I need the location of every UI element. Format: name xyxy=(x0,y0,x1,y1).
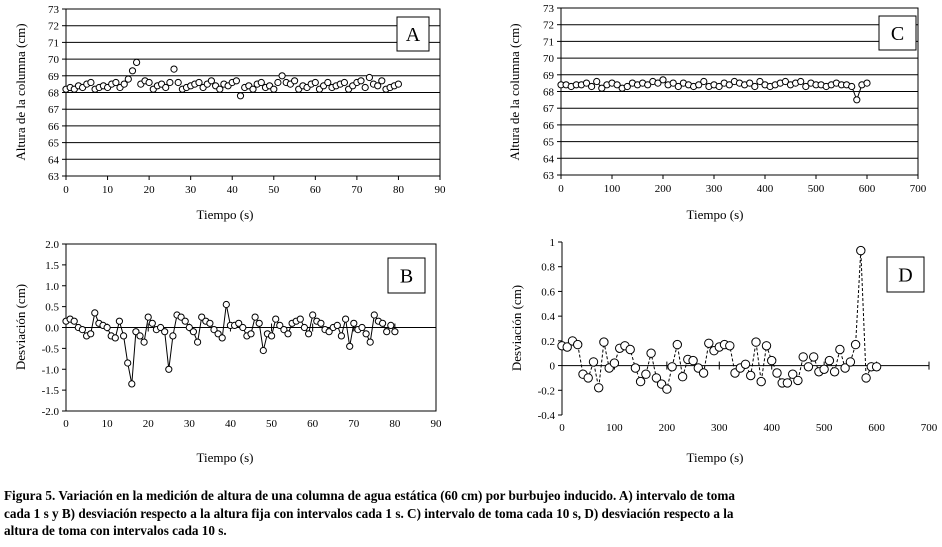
y-axis-label: Altura de la columna (cm) xyxy=(13,23,28,161)
data-point xyxy=(854,97,860,103)
data-point xyxy=(872,363,880,371)
y-tick-label: 72 xyxy=(543,19,554,32)
data-point xyxy=(820,365,828,373)
y-tick-label: 67 xyxy=(48,104,59,117)
x-tick-label: 80 xyxy=(392,184,404,196)
data-point xyxy=(836,345,844,353)
data-point xyxy=(610,359,618,367)
x-tick-label: 500 xyxy=(807,183,825,195)
data-point xyxy=(589,358,597,366)
data-point xyxy=(584,374,592,382)
y-tick-label: 1.0 xyxy=(45,280,59,293)
y-tick-label: 0 xyxy=(549,360,555,373)
x-axis-label: Tiempo (s) xyxy=(196,450,254,465)
panel-label: D xyxy=(898,264,913,287)
data-point xyxy=(223,301,229,307)
x-tick-label: 100 xyxy=(603,183,621,195)
data-point xyxy=(141,339,147,345)
data-point xyxy=(104,324,110,330)
y-tick-label: 1 xyxy=(549,237,555,249)
data-point xyxy=(88,331,94,337)
data-point xyxy=(358,78,364,84)
data-point xyxy=(207,320,213,326)
y-tick-label: 63 xyxy=(48,171,59,183)
y-tick-label: 73 xyxy=(543,3,554,15)
data-point xyxy=(125,360,131,366)
x-tick-label: 400 xyxy=(756,183,774,195)
data-point xyxy=(167,79,173,85)
data-point xyxy=(88,79,94,85)
data-point xyxy=(145,314,151,320)
data-point xyxy=(301,324,307,330)
x-tick-label: 20 xyxy=(143,184,155,196)
data-point xyxy=(864,80,870,86)
data-point xyxy=(762,342,770,350)
y-tick-label: 69 xyxy=(48,70,59,83)
data-point xyxy=(121,333,127,339)
data-point xyxy=(137,333,143,339)
data-point xyxy=(271,86,277,92)
data-point xyxy=(636,377,644,385)
data-point xyxy=(752,338,760,346)
data-point xyxy=(367,339,373,345)
y-tick-label: 71 xyxy=(543,36,554,49)
data-point xyxy=(668,363,676,371)
x-tick-label: 60 xyxy=(309,184,321,196)
data-point xyxy=(825,356,833,364)
x-tick-label: 200 xyxy=(654,183,672,195)
x-axis-label: Tiempo (s) xyxy=(196,207,254,222)
data-point xyxy=(810,353,818,361)
data-point xyxy=(112,335,118,341)
x-tick-label: 30 xyxy=(185,184,197,196)
x-tick-label: 50 xyxy=(268,184,280,196)
x-tick-label: 90 xyxy=(434,184,446,196)
y-tick-label: 70 xyxy=(543,53,554,66)
x-tick-label: 70 xyxy=(351,184,363,196)
y-tick-label: 66 xyxy=(543,119,554,132)
y-tick-label: 0.8 xyxy=(541,261,555,274)
data-point xyxy=(626,345,634,353)
data-point xyxy=(338,333,344,339)
x-tick-label: 20 xyxy=(142,418,154,430)
x-axis-label: Tiempo (s) xyxy=(686,207,744,222)
data-point xyxy=(663,385,671,393)
x-tick-label: 40 xyxy=(224,418,236,430)
x-tick-label: 30 xyxy=(183,418,195,430)
x-tick-label: 60 xyxy=(307,418,319,430)
x-tick-label: 0 xyxy=(559,422,565,434)
x-tick-label: 400 xyxy=(763,422,780,434)
data-point xyxy=(363,331,369,337)
x-tick-label: 600 xyxy=(858,183,876,195)
x-tick-label: 0 xyxy=(63,184,69,196)
chart-panel-c xyxy=(507,3,927,222)
x-tick-label: 700 xyxy=(920,422,938,434)
y-tick-label: 64 xyxy=(543,153,554,166)
y-tick-label: 2.0 xyxy=(45,239,59,251)
y-tick-label: 64 xyxy=(48,154,59,167)
caption-line-3: altura de toma con intervalos cada 10 s. xyxy=(4,523,227,538)
y-tick-label: -1.0 xyxy=(41,364,59,377)
y-tick-label: 0.2 xyxy=(541,335,555,348)
data-point xyxy=(647,349,655,357)
panel-label: B xyxy=(399,265,414,288)
data-point xyxy=(830,368,838,376)
x-tick-label: 300 xyxy=(711,422,728,434)
y-tick-label: 65 xyxy=(543,136,554,149)
x-tick-label: 200 xyxy=(658,422,676,434)
data-point xyxy=(589,83,595,89)
y-tick-label: 66 xyxy=(48,120,59,133)
data-point xyxy=(747,371,755,379)
x-tick-label: 0 xyxy=(63,418,69,430)
data-point xyxy=(642,370,650,378)
data-point xyxy=(388,322,394,328)
data-point xyxy=(757,377,765,385)
data-point xyxy=(171,66,177,72)
data-point xyxy=(678,373,686,381)
data-point xyxy=(701,78,707,84)
y-tick-label: -1.5 xyxy=(41,385,59,398)
data-point xyxy=(146,79,152,85)
data-point xyxy=(689,356,697,364)
data-point xyxy=(347,343,353,349)
data-point xyxy=(351,320,357,326)
chart-panel-b xyxy=(13,239,442,465)
data-point xyxy=(170,333,176,339)
data-point xyxy=(783,379,791,387)
x-tick-label: 100 xyxy=(606,422,623,434)
data-point xyxy=(362,84,368,90)
data-point xyxy=(237,93,243,99)
data-point xyxy=(240,324,246,330)
y-axis-label: Desviación (cm) xyxy=(509,284,524,372)
caption-line-2: cada 1 s y B) desviación respecto a la altura fija con intervalos cada 1 s. C) intervalo de toma cada 10 s, D) desviación respecto a la xyxy=(4,505,734,521)
x-tick-label: 300 xyxy=(705,183,723,195)
y-tick-label: -0.2 xyxy=(537,385,555,398)
x-tick-label: 600 xyxy=(868,422,885,434)
y-axis-label: Altura de la columna (cm) xyxy=(507,23,522,161)
y-tick-label: 1.5 xyxy=(45,259,59,272)
data-point xyxy=(190,329,196,335)
data-point xyxy=(741,360,749,368)
data-point xyxy=(125,76,131,82)
data-point xyxy=(343,316,349,322)
data-point xyxy=(846,358,854,366)
data-point xyxy=(256,320,262,326)
x-tick-label: 80 xyxy=(389,418,401,430)
data-point xyxy=(851,340,859,348)
y-tick-label: 0.6 xyxy=(541,286,555,299)
data-point xyxy=(380,320,386,326)
data-point xyxy=(699,369,707,377)
chart-panel-a xyxy=(13,4,446,222)
x-tick-label: 0 xyxy=(558,183,564,195)
data-point xyxy=(773,369,781,377)
x-tick-label: 40 xyxy=(226,184,238,196)
data-point xyxy=(594,78,600,84)
chart-panel-d xyxy=(509,237,938,465)
figure-caption xyxy=(4,487,938,540)
y-tick-label: 71 xyxy=(48,37,59,50)
data-point xyxy=(79,327,85,333)
data-point xyxy=(312,79,318,85)
data-point xyxy=(384,329,390,335)
y-axis-label: Desviación (cm) xyxy=(13,283,28,371)
data-point xyxy=(794,376,802,384)
y-tick-label: 67 xyxy=(543,103,554,116)
data-point xyxy=(297,316,303,322)
data-point xyxy=(233,78,239,84)
data-point xyxy=(195,339,201,345)
data-point xyxy=(116,318,122,324)
x-tick-label: 10 xyxy=(101,418,113,430)
data-point xyxy=(705,339,713,347)
data-point xyxy=(395,81,401,87)
x-tick-label: 10 xyxy=(102,184,114,196)
y-tick-label: 65 xyxy=(48,137,59,150)
data-point xyxy=(334,322,340,328)
data-point xyxy=(275,79,281,85)
data-point xyxy=(392,329,398,335)
y-tick-label: -2.0 xyxy=(41,406,59,418)
data-point xyxy=(219,335,225,341)
data-point xyxy=(166,366,172,372)
caption-line-1: Figura 5. Variación en la medición de altura de una columna de agua estática (60 cm) por burbujeo inducido. A) intervalo de toma xyxy=(4,488,735,503)
data-point xyxy=(306,331,312,337)
data-point xyxy=(857,246,865,254)
y-tick-label: 0.5 xyxy=(45,301,59,314)
data-point xyxy=(292,78,298,84)
y-tick-label: 72 xyxy=(48,20,59,33)
data-point xyxy=(752,83,758,89)
data-point xyxy=(799,353,807,361)
data-point xyxy=(595,384,603,392)
data-point xyxy=(379,78,385,84)
y-tick-label: 70 xyxy=(48,54,59,67)
panel-label: C xyxy=(890,23,905,45)
data-point xyxy=(631,364,639,372)
data-point xyxy=(341,79,347,85)
data-point xyxy=(149,320,155,326)
data-point xyxy=(798,78,804,84)
data-point xyxy=(660,77,666,83)
data-point xyxy=(673,340,681,348)
y-tick-label: -0.5 xyxy=(41,343,59,356)
data-point xyxy=(162,329,168,335)
data-point xyxy=(273,316,279,322)
data-point xyxy=(366,74,372,80)
y-tick-label: 69 xyxy=(543,69,554,82)
x-tick-label: 90 xyxy=(430,418,442,430)
x-tick-label: 700 xyxy=(909,183,927,195)
x-tick-label: 500 xyxy=(815,422,833,434)
data-point xyxy=(600,338,608,346)
x-axis-label: Tiempo (s) xyxy=(686,450,744,465)
x-tick-label: 50 xyxy=(266,418,278,430)
data-point xyxy=(71,318,77,324)
data-point xyxy=(768,356,776,364)
data-point xyxy=(269,333,275,339)
data-point xyxy=(182,318,188,324)
data-point xyxy=(849,83,855,89)
data-point xyxy=(248,331,254,337)
y-tick-label: 68 xyxy=(48,87,59,100)
data-point xyxy=(804,363,812,371)
y-tick-label: 0.4 xyxy=(541,311,555,324)
data-point xyxy=(371,312,377,318)
y-tick-label: 63 xyxy=(543,170,554,182)
data-point xyxy=(129,381,135,387)
y-tick-label: 0.0 xyxy=(45,322,59,335)
data-point xyxy=(134,59,140,65)
data-point xyxy=(285,331,291,337)
data-point xyxy=(260,347,266,353)
data-point xyxy=(862,374,870,382)
data-point xyxy=(252,314,258,320)
data-point xyxy=(574,340,582,348)
panel-label: A xyxy=(405,24,421,46)
data-point xyxy=(359,324,365,330)
data-point xyxy=(129,68,135,74)
data-point xyxy=(175,79,181,85)
data-point xyxy=(310,312,316,318)
data-point xyxy=(318,320,324,326)
data-point xyxy=(726,342,734,350)
x-tick-label: 70 xyxy=(348,418,360,430)
data-point xyxy=(279,73,285,79)
y-tick-label: -0.4 xyxy=(537,410,555,422)
y-tick-label: 68 xyxy=(543,86,554,99)
data-point xyxy=(92,310,98,316)
y-tick-label: 73 xyxy=(48,4,59,16)
